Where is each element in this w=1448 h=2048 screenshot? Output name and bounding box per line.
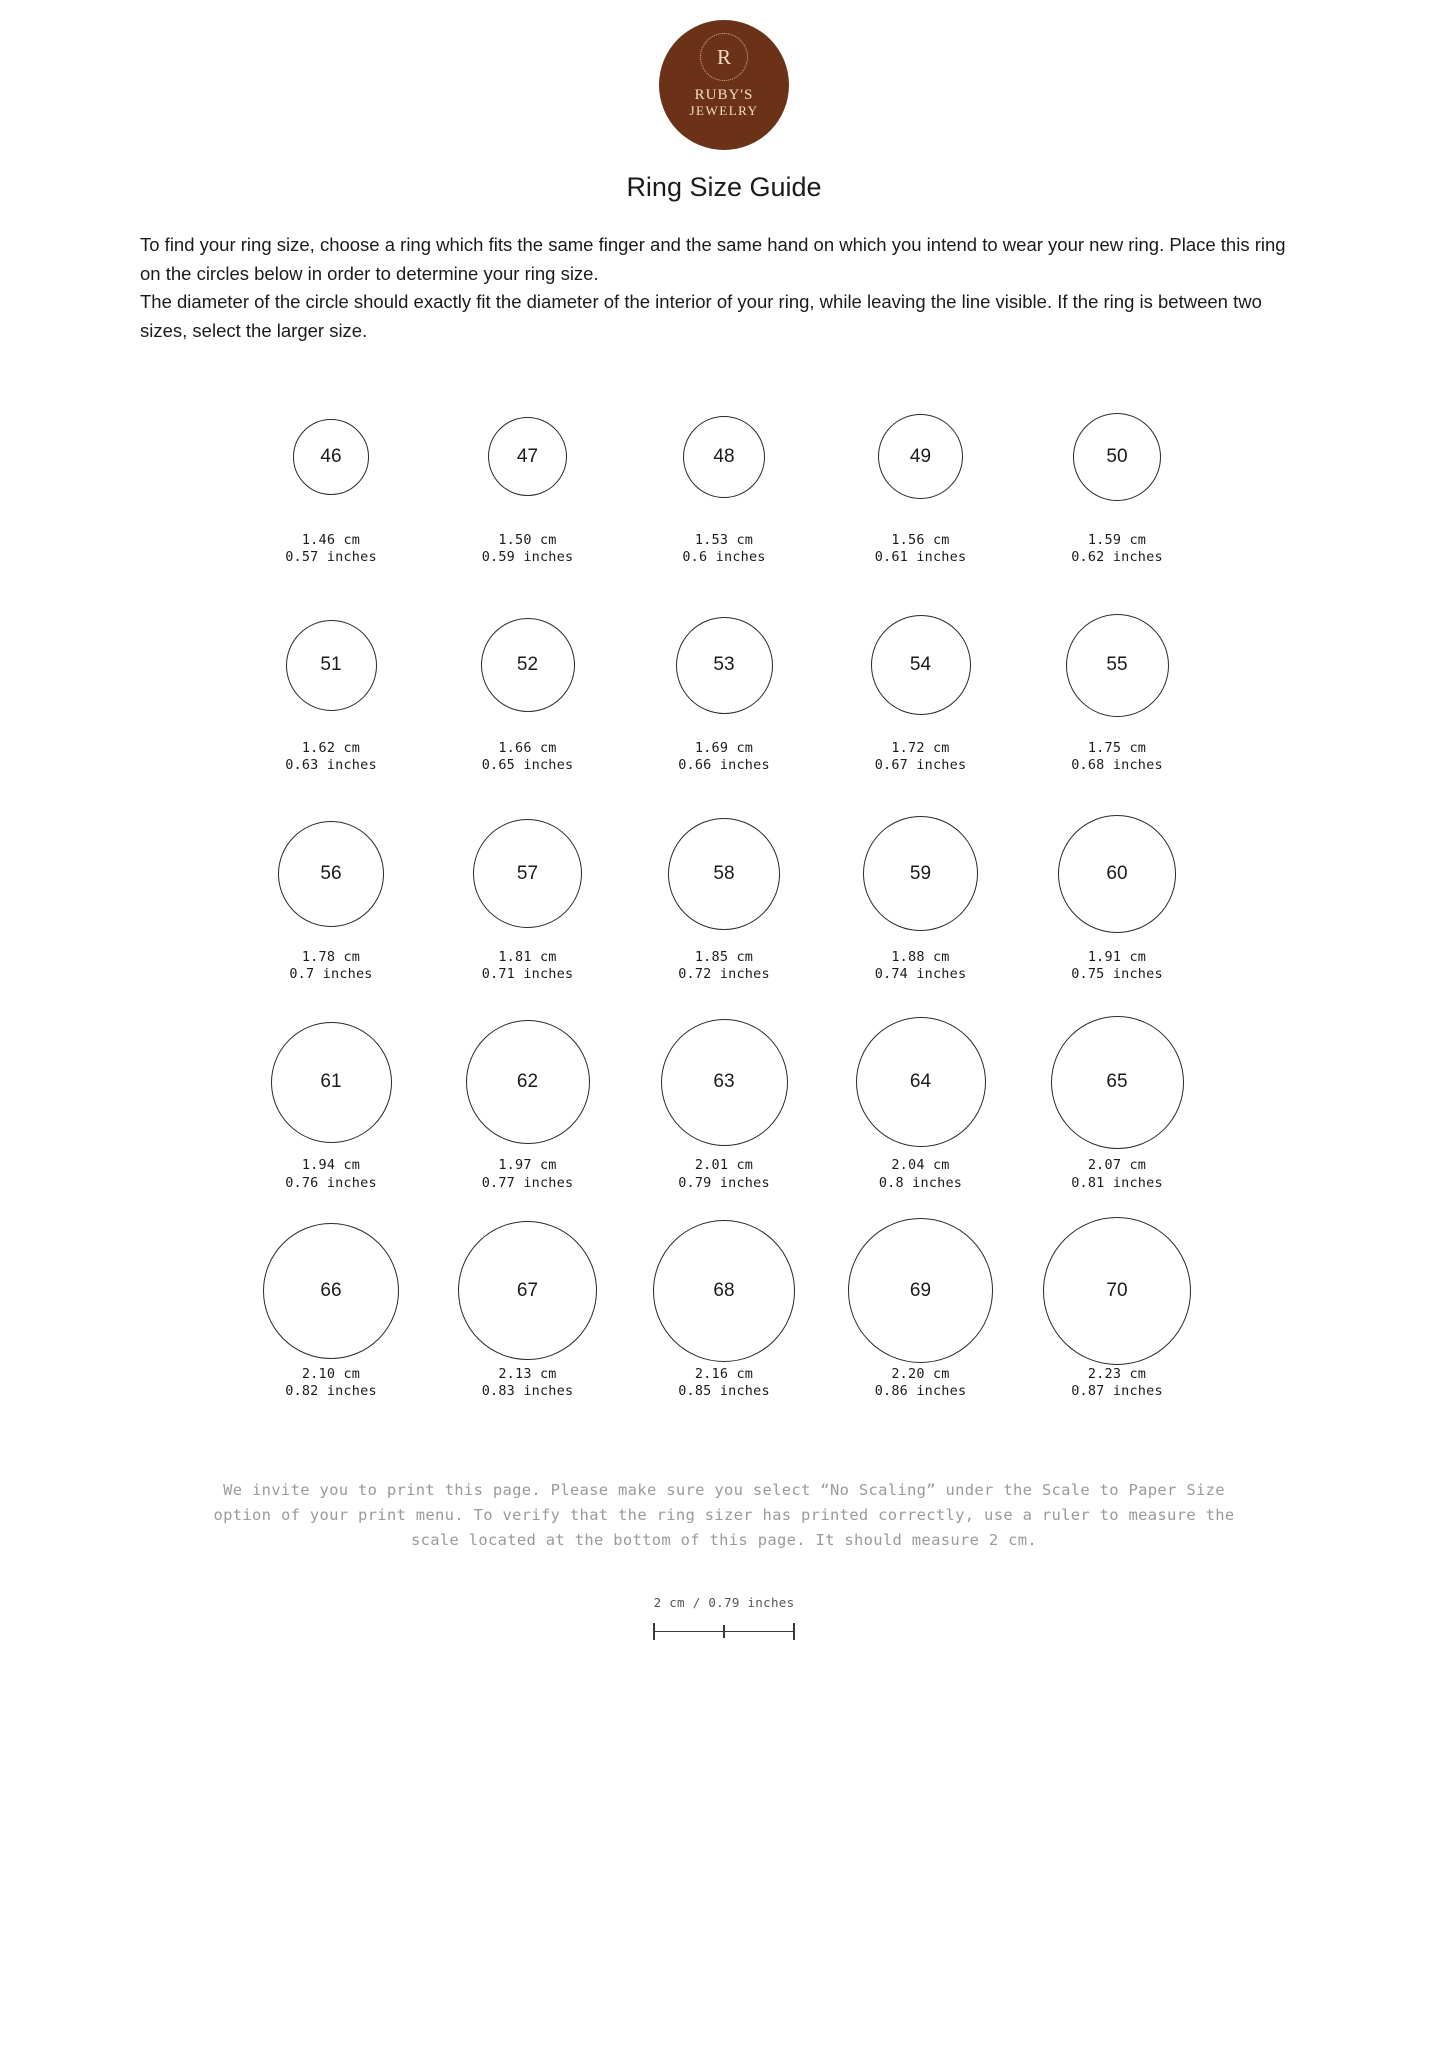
ring-size-number: 47 <box>516 445 539 467</box>
ring-size-cm: 2.01 cm <box>694 1157 754 1174</box>
ring-circle-slot <box>286 606 377 724</box>
ring-circle-slot <box>481 606 575 724</box>
ring-size-cm: 1.94 cm <box>301 1157 361 1174</box>
ring-size-cell <box>633 1232 815 1401</box>
row-spacer <box>240 983 1208 1023</box>
ring-size-cell <box>437 815 619 984</box>
ring-size-circle <box>488 417 567 496</box>
ring-size-inches: 0.6 inches <box>682 548 766 565</box>
logo-wordmark-line1: RUBY'S <box>694 86 754 103</box>
ring-size-circle <box>466 1020 590 1144</box>
ring-size-measurements <box>1071 1157 1163 1192</box>
ring-size-cell <box>633 398 815 567</box>
ring-size-circle <box>848 1218 993 1363</box>
ring-size-circle <box>278 821 384 927</box>
ring-size-number: 55 <box>1106 654 1128 676</box>
ring-size-circle <box>1073 413 1161 501</box>
ring-circle-slot <box>466 1023 590 1141</box>
ring-size-circle <box>1066 614 1169 717</box>
ring-size-cell <box>437 398 619 567</box>
ring-size-row <box>240 815 1208 984</box>
ring-size-cell <box>830 815 1012 984</box>
ring-size-inches: 0.61 inches <box>874 548 967 565</box>
ring-size-circle <box>653 1220 795 1362</box>
ring-size-number: 49 <box>909 445 932 467</box>
ring-circle-slot <box>683 398 765 516</box>
ring-size-cm: 1.53 cm <box>694 531 754 548</box>
ring-size-cell <box>633 815 815 984</box>
intro-paragraph-1: To find your ring size, choose a ring which fits the same finger and the same hand on which you intend to wear your new ring. Place this ring on the circles below in order to determine your ring size. <box>140 234 1286 284</box>
ring-size-circle <box>286 620 377 711</box>
ring-circle-slot <box>848 1232 993 1350</box>
ring-size-cell <box>1026 1232 1208 1401</box>
ring-size-number: 67 <box>516 1279 539 1301</box>
ring-size-measurements <box>482 532 574 567</box>
ring-size-cm: 1.81 cm <box>498 948 557 965</box>
ring-size-inches: 0.71 inches <box>481 966 574 983</box>
ring-size-measurements <box>289 949 372 984</box>
ring-size-cell <box>633 1023 815 1192</box>
ring-size-cm: 2.16 cm <box>694 1365 754 1382</box>
ring-size-number: 48 <box>713 445 735 467</box>
ring-size-measurements <box>482 949 574 984</box>
ring-size-circle <box>1051 1016 1184 1149</box>
ring-size-number: 64 <box>909 1071 932 1093</box>
ring-circle-slot <box>863 815 978 933</box>
ring-circle-slot <box>668 815 780 933</box>
ring-size-inches: 0.82 inches <box>285 1383 377 1400</box>
ring-size-number: 62 <box>516 1071 539 1093</box>
ring-size-cell <box>1026 815 1208 984</box>
scale-tick-middle <box>723 1625 725 1638</box>
ring-size-number: 51 <box>320 654 342 676</box>
logo-monogram-icon <box>700 33 748 81</box>
ring-size-number: 54 <box>909 654 932 676</box>
ring-circle-slot <box>293 398 369 516</box>
ring-circle-slot <box>1051 1023 1184 1141</box>
ring-size-cm: 1.75 cm <box>1087 740 1147 757</box>
ring-size-cm: 1.62 cm <box>301 740 361 757</box>
ring-size-measurements <box>678 1366 770 1401</box>
ring-size-measurements <box>285 532 377 567</box>
ring-size-cell <box>240 398 422 567</box>
ring-size-number: 50 <box>1106 445 1128 467</box>
ring-circle-slot <box>1043 1232 1191 1350</box>
ring-size-cell <box>830 606 1012 775</box>
ring-size-inches: 0.59 inches <box>481 548 574 565</box>
ring-size-cell <box>830 398 1012 567</box>
ring-size-measurements <box>875 532 967 567</box>
ring-size-number: 65 <box>1106 1071 1128 1093</box>
scale-tick-end <box>793 1623 795 1640</box>
measurement-scale <box>0 1595 1448 1642</box>
scale-tick-start <box>653 1623 655 1640</box>
ring-size-circle <box>871 615 971 715</box>
ring-circle-slot <box>676 606 773 724</box>
ring-size-inches: 0.65 inches <box>481 757 574 774</box>
ring-size-inches: 0.7 inches <box>289 966 373 983</box>
ring-circle-slot <box>473 815 582 933</box>
ring-size-row <box>240 1023 1208 1192</box>
ring-circle-slot <box>488 398 567 516</box>
ring-size-inches: 0.66 inches <box>678 757 770 774</box>
ring-size-measurements <box>682 532 765 567</box>
ring-size-inches: 0.79 inches <box>678 1174 770 1191</box>
ring-circle-slot <box>1073 398 1161 516</box>
ring-size-cell <box>1026 398 1208 567</box>
ring-size-cell <box>240 1232 422 1401</box>
ring-size-cm: 2.04 cm <box>891 1157 950 1174</box>
ring-size-inches: 0.57 inches <box>285 548 377 565</box>
ring-size-measurements <box>1071 740 1163 775</box>
row-spacer <box>240 566 1208 606</box>
ring-size-cm: 1.50 cm <box>498 531 557 548</box>
ring-size-cm: 2.07 cm <box>1087 1157 1147 1174</box>
ring-size-inches: 0.62 inches <box>1071 548 1163 565</box>
ring-size-number: 56 <box>320 862 342 884</box>
logo-wordmark-line2: JEWELRY <box>689 103 759 119</box>
ring-size-circle <box>661 1019 788 1146</box>
ring-circle-slot <box>1066 606 1169 724</box>
ring-size-inches: 0.86 inches <box>874 1383 967 1400</box>
ring-size-circle <box>1058 815 1176 933</box>
ring-size-number: 46 <box>320 445 342 467</box>
ring-size-circle <box>271 1022 392 1143</box>
ring-size-cell <box>437 1023 619 1192</box>
ring-size-inches: 0.87 inches <box>1071 1383 1163 1400</box>
ring-size-cell <box>1026 606 1208 775</box>
ring-size-cell <box>1026 1023 1208 1192</box>
ring-size-row <box>240 1232 1208 1401</box>
ring-size-cell <box>437 606 619 775</box>
ring-size-cm: 1.85 cm <box>694 948 754 965</box>
ring-size-inches: 0.67 inches <box>874 757 967 774</box>
ring-size-cm: 2.10 cm <box>301 1365 361 1382</box>
ring-size-number: 68 <box>713 1279 735 1301</box>
ring-size-grid <box>240 398 1208 1401</box>
ring-circle-slot <box>653 1232 795 1350</box>
ring-circle-slot <box>856 1023 986 1141</box>
ring-size-circle <box>683 416 765 498</box>
ring-size-cell <box>240 815 422 984</box>
ring-size-circle <box>473 819 582 928</box>
ring-size-number: 57 <box>516 862 539 884</box>
logo-monogram-letter: R <box>716 44 731 69</box>
ring-size-measurements <box>1071 949 1163 984</box>
ring-size-measurements <box>678 1157 770 1192</box>
ring-size-inches: 0.8 inches <box>878 1174 963 1191</box>
intro-paragraph-2: The diameter of the circle should exactly fit the diameter of the interior of your ring, while leaving the line visible. If the ring is between two sizes, select the larger size. <box>140 291 1262 342</box>
ring-size-number: 60 <box>1106 862 1128 884</box>
ring-circle-slot <box>878 398 963 516</box>
page-title: Ring Size Guide <box>626 172 822 202</box>
ring-circle-slot <box>263 1232 399 1350</box>
ring-size-measurements <box>1071 532 1163 567</box>
ring-size-cell <box>240 1023 422 1192</box>
ring-size-cell <box>830 1232 1012 1401</box>
logo-wordmark <box>690 87 759 119</box>
ring-size-number: 63 <box>713 1071 735 1093</box>
ring-size-inches: 0.83 inches <box>481 1383 574 1400</box>
ring-size-circle <box>668 818 780 930</box>
ring-size-cm: 1.66 cm <box>498 740 557 757</box>
ring-size-number: 61 <box>320 1071 342 1093</box>
ring-size-number: 58 <box>713 862 735 884</box>
ring-size-number: 59 <box>909 862 932 884</box>
ring-size-cm: 1.91 cm <box>1087 948 1147 965</box>
ring-size-number: 52 <box>516 654 539 676</box>
ring-size-measurements <box>678 740 770 775</box>
ring-circle-slot <box>871 606 971 724</box>
ring-size-measurements <box>285 1366 377 1401</box>
brand-logo <box>0 0 1448 150</box>
ring-size-inches: 0.76 inches <box>285 1174 377 1191</box>
ring-size-cm: 1.88 cm <box>891 948 950 965</box>
ring-size-circle <box>676 617 773 714</box>
ring-size-circle <box>856 1017 986 1147</box>
scale-ruler-icon <box>653 1620 795 1642</box>
ring-size-cm: 1.72 cm <box>891 740 950 757</box>
ring-size-cell <box>830 1023 1012 1192</box>
ring-circle-slot <box>271 1023 392 1141</box>
print-instructions: We invite you to print this page. Please make sure you select “No Scaling” under the Scale to Paper Size option of your print menu. To verify that the ring sizer has printed correctly, use a ruler to measure the scale located at the bottom of this page. It should measure 2 cm. <box>213 1481 1235 1549</box>
ring-size-number: 53 <box>713 654 735 676</box>
ring-size-number: 69 <box>909 1279 932 1301</box>
ring-size-measurements <box>678 949 770 984</box>
ring-size-circle <box>293 419 369 495</box>
ring-size-measurements <box>482 1157 574 1192</box>
logo-circle <box>659 20 789 150</box>
ring-size-circle <box>878 414 963 499</box>
ring-size-measurements <box>285 740 377 775</box>
ring-size-measurements <box>285 1157 377 1192</box>
ring-size-inches: 0.74 inches <box>874 966 967 983</box>
ring-size-inches: 0.72 inches <box>678 966 770 983</box>
ring-size-measurements <box>482 1366 574 1401</box>
ring-size-cm: 1.78 cm <box>301 948 361 965</box>
ring-size-measurements <box>879 1157 962 1192</box>
ring-size-inches: 0.75 inches <box>1071 966 1163 983</box>
ring-size-circle <box>863 816 978 931</box>
ring-size-cm: 2.23 cm <box>1087 1365 1147 1382</box>
ring-size-row <box>240 398 1208 567</box>
ring-size-cell <box>240 606 422 775</box>
ring-circle-slot <box>1058 815 1176 933</box>
ring-size-inches: 0.81 inches <box>1071 1174 1163 1191</box>
ring-size-inches: 0.63 inches <box>285 757 377 774</box>
ring-circle-slot <box>278 815 384 933</box>
ring-circle-slot <box>661 1023 788 1141</box>
ring-size-measurements <box>875 1366 967 1401</box>
ring-size-circle <box>1043 1217 1191 1365</box>
ring-size-number: 70 <box>1106 1279 1128 1301</box>
ring-size-cell <box>437 1232 619 1401</box>
ring-size-cm: 1.59 cm <box>1087 531 1147 548</box>
ring-size-number: 66 <box>320 1279 342 1301</box>
ring-size-cm: 2.20 cm <box>891 1365 950 1382</box>
ring-size-cell <box>633 606 815 775</box>
ring-size-inches: 0.77 inches <box>481 1174 574 1191</box>
scale-label: 2 cm / 0.79 inches <box>653 1594 795 1610</box>
ring-size-cm: 2.13 cm <box>498 1365 557 1382</box>
ring-size-measurements <box>1071 1366 1163 1401</box>
ring-size-inches: 0.68 inches <box>1071 757 1163 774</box>
ring-size-cm: 1.56 cm <box>891 531 950 548</box>
ring-size-measurements <box>875 740 967 775</box>
ring-circle-slot <box>458 1232 597 1350</box>
ring-size-cm: 1.97 cm <box>498 1157 557 1174</box>
ring-size-inches: 0.85 inches <box>678 1383 770 1400</box>
ring-size-circle <box>481 618 575 712</box>
ring-size-measurements <box>875 949 967 984</box>
intro-text <box>140 231 1308 346</box>
row-spacer <box>240 775 1208 815</box>
ring-size-measurements <box>482 740 574 775</box>
ring-size-circle <box>263 1223 399 1359</box>
ring-size-cm: 1.46 cm <box>301 531 361 548</box>
ring-size-cm: 1.69 cm <box>694 740 754 757</box>
ring-size-circle <box>458 1221 597 1360</box>
ring-size-row <box>240 606 1208 775</box>
